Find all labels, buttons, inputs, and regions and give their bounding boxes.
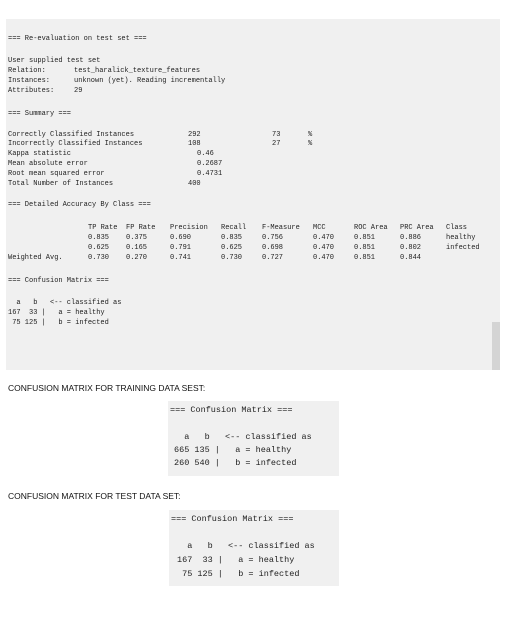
training-caption: CONFUSION MATRIX FOR TRAINING DATA SEST:: [8, 383, 206, 393]
table-cell: 0.690: [170, 234, 192, 242]
table-cell: 0.727: [262, 254, 284, 262]
summary-header: === Summary ===: [8, 110, 72, 118]
test-cm-header: === Confusion Matrix ===: [171, 514, 294, 524]
summary-value: 0.4731: [197, 170, 223, 178]
summary-value: 292: [188, 131, 201, 139]
attributes-value: 29: [74, 87, 83, 95]
table-cell: 0.844: [400, 254, 422, 262]
summary-label: Mean absolute error: [8, 160, 88, 168]
attributes-label: Attributes:: [8, 87, 55, 95]
table-cell: healthy: [446, 234, 476, 242]
summary-label: Total Number of Instances: [8, 180, 114, 188]
training-cm-line: 260 540 | b = infected: [174, 458, 297, 468]
table-cell: 0.886: [400, 234, 422, 242]
training-cm-line: 665 135 | a = healthy: [174, 445, 292, 455]
table-cell: 0.730: [221, 254, 243, 262]
relation-label: Relation:: [8, 67, 46, 75]
table-cell: 0.851: [354, 254, 376, 262]
table-cell: 0.165: [126, 244, 148, 252]
table-cell: infected: [446, 244, 480, 252]
test-cm-line: 167 33 | a = healthy: [177, 555, 295, 565]
instances-value: unknown (yet). Reading incrementally: [74, 77, 226, 85]
scrollbar-thumb[interactable]: [492, 322, 500, 370]
test-confusion-matrix: [169, 510, 339, 586]
column-header: Class: [446, 224, 468, 232]
table-cell: 0.741: [170, 254, 192, 262]
column-header: PRC Area: [400, 224, 434, 232]
table-cell: 0.470: [313, 254, 335, 262]
instances-label: Instances:: [8, 77, 51, 85]
summary-value: 400: [188, 180, 201, 188]
column-header: F-Measure: [262, 224, 300, 232]
confusion-matrix-line: 75 125 | b = infected: [8, 319, 109, 327]
column-header: TP Rate: [88, 224, 118, 232]
test-caption: CONFUSION MATRIX FOR TEST DATA SET:: [8, 491, 181, 501]
confusion-matrix-line: a b <-- classified as: [8, 299, 122, 307]
column-header: Recall: [221, 224, 247, 232]
summary-label: Correctly Classified Instances: [8, 131, 135, 139]
summary-label: Kappa statistic: [8, 150, 72, 158]
summary-value: 108: [188, 140, 201, 148]
confusion-matrix-header: === Confusion Matrix ===: [8, 277, 109, 285]
relation-value: test_haralick_texture_features: [74, 67, 201, 75]
training-cm-line: a b <-- classified as: [174, 432, 312, 442]
summary-label: Incorrectly Classified Instances: [8, 140, 143, 148]
column-header: ROC Area: [354, 224, 388, 232]
column-header: Precision: [170, 224, 208, 232]
table-cell: 0.756: [262, 234, 284, 242]
table-cell: 0.470: [313, 234, 335, 242]
table-cell: 0.270: [126, 254, 148, 262]
confusion-matrix-line: 167 33 | a = healthy: [8, 309, 105, 317]
training-confusion-matrix: [168, 401, 339, 476]
table-cell: 0.835: [221, 234, 243, 242]
summary-pct: 27: [272, 140, 281, 148]
summary-value: 0.2687: [197, 160, 223, 168]
test-cm-line: 75 125 | b = infected: [177, 569, 300, 579]
summary-label: Root mean squared error: [8, 170, 105, 178]
summary-unit: %: [308, 140, 313, 148]
table-cell: 0.625: [221, 244, 243, 252]
table-cell: 0.625: [88, 244, 110, 252]
table-cell: 0.730: [88, 254, 110, 262]
output-header: === Re-evaluation on test set ===: [8, 35, 147, 43]
table-cell: 0.835: [88, 234, 110, 242]
table-cell: 0.698: [262, 244, 284, 252]
table-cell: 0.791: [170, 244, 192, 252]
weighted-avg-label: Weighted Avg.: [8, 254, 63, 262]
summary-value: 0.46: [197, 150, 214, 158]
column-header: FP Rate: [126, 224, 156, 232]
table-cell: 0.802: [400, 244, 422, 252]
user-supplied-line: User supplied test set: [8, 57, 101, 65]
column-header: MCC: [313, 224, 326, 232]
training-cm-header: === Confusion Matrix ===: [170, 405, 293, 415]
table-cell: 0.375: [126, 234, 148, 242]
table-cell: 0.470: [313, 244, 335, 252]
table-cell: 0.851: [354, 234, 376, 242]
detail-header: === Detailed Accuracy By Class ===: [8, 201, 151, 209]
test-cm-line: a b <-- classified as: [177, 541, 315, 551]
summary-pct: 73: [272, 131, 281, 139]
summary-unit: %: [308, 131, 313, 139]
table-cell: 0.851: [354, 244, 376, 252]
